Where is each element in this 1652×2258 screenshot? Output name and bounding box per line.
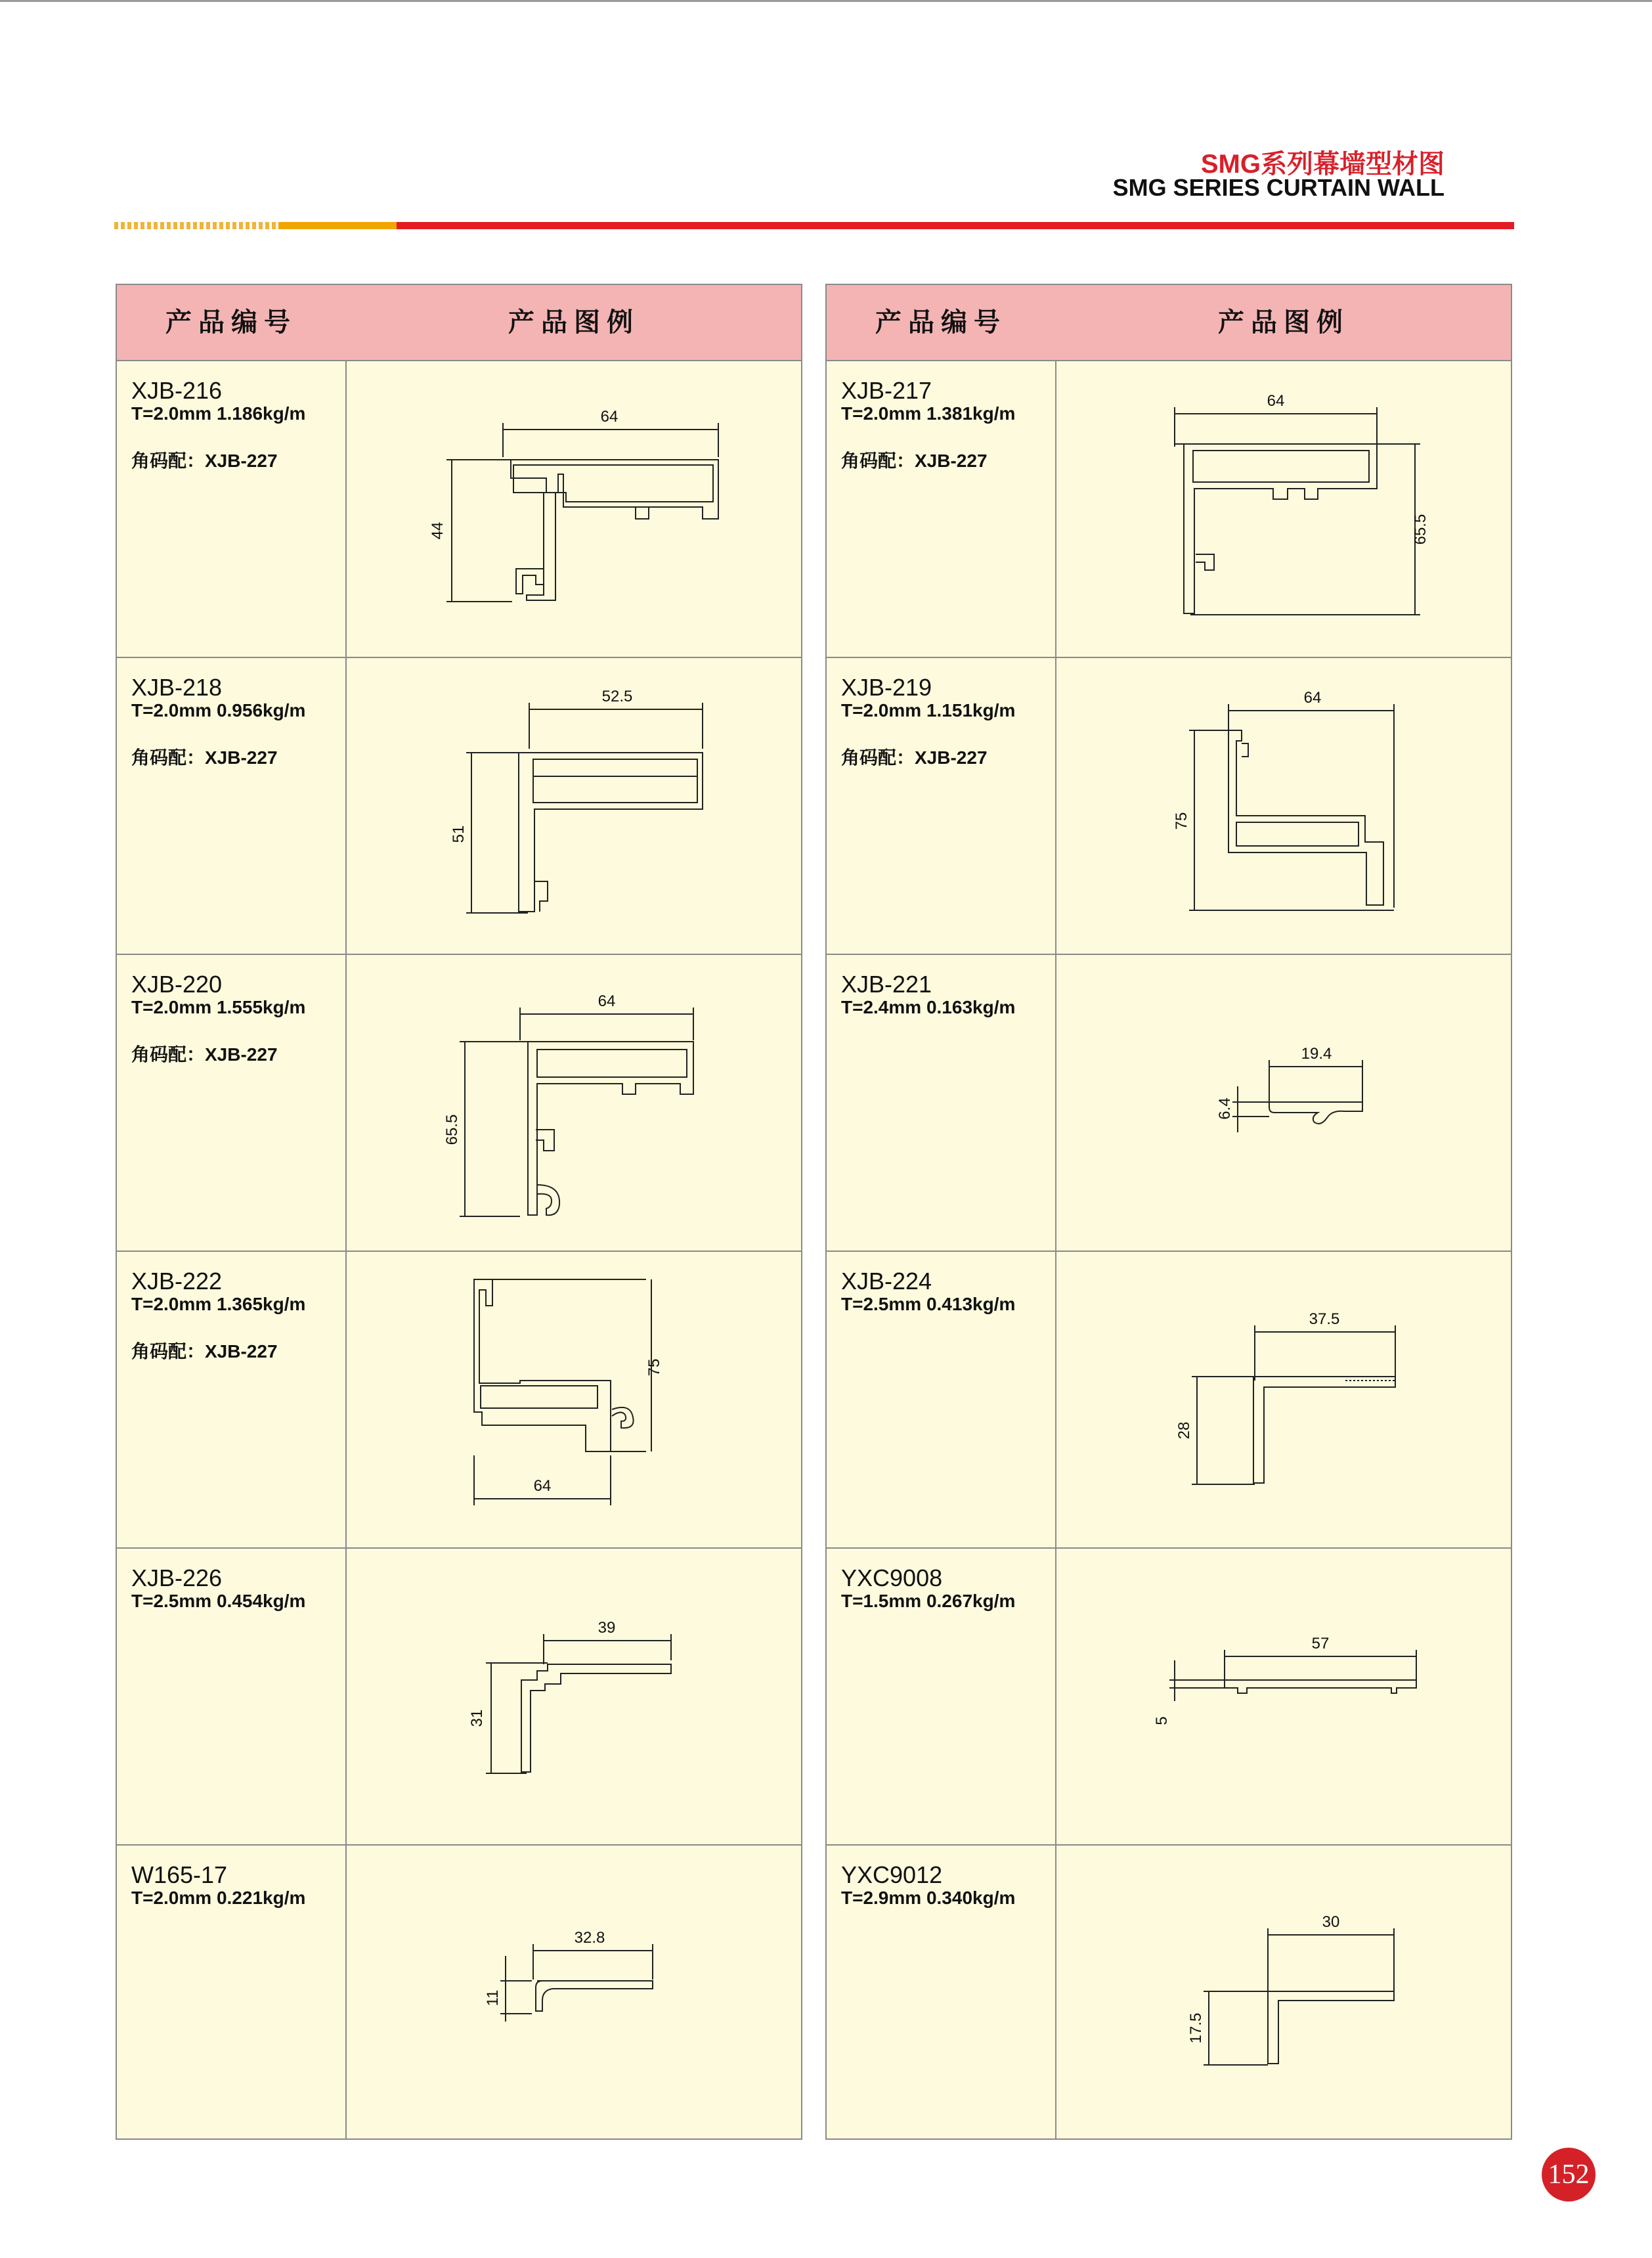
product-spec: T=2.0mm 1.151kg/m: [841, 700, 1016, 720]
dim-height: 75: [1173, 812, 1190, 830]
page-number-badge: 152: [1542, 2148, 1596, 2202]
product-spec: T=2.4mm 0.163kg/m: [841, 997, 1016, 1017]
product-code: XJB-224: [841, 1268, 932, 1295]
product-code: XJB-218: [131, 674, 223, 701]
dim-height: 6.4: [1216, 1097, 1234, 1120]
profile-figure: [1056, 361, 1511, 657]
dim-width: 64: [533, 1477, 552, 1495]
product-code: XJB-220: [131, 971, 223, 998]
product-spec: T=2.5mm 0.454kg/m: [131, 1591, 306, 1611]
dim-width: 64: [1267, 392, 1285, 410]
profile-figure: [347, 955, 801, 1251]
profile-figure: [347, 361, 801, 657]
dim-width: 64: [1303, 689, 1322, 707]
product-code: XJB-226: [131, 1564, 223, 1591]
dim-width: 32.8: [574, 1929, 605, 1947]
product-spec: T=2.9mm 0.340kg/m: [841, 1888, 1016, 1908]
profile-figure: [347, 1549, 801, 1844]
dim-width: 57: [1311, 1635, 1330, 1652]
profile-figure: [1056, 658, 1511, 954]
product-code: XJB-219: [841, 674, 932, 701]
product-row-xjb-221: [827, 955, 1511, 1252]
profile-figure: [1056, 1252, 1511, 1547]
product-code: XJB-221: [841, 971, 932, 998]
dim-height: 17.5: [1187, 2012, 1205, 2044]
profile-figure: [347, 658, 801, 954]
header-product-code: 产品编号: [875, 308, 1007, 337]
dim-height: 5: [1153, 1716, 1171, 1725]
product-spec: T=2.0mm 0.956kg/m: [131, 700, 306, 720]
dim-height: 44: [429, 521, 446, 540]
dim-width: 39: [598, 1619, 616, 1637]
corner-connector: 角码配：XJB-227: [841, 451, 988, 471]
corner-connector: 角码配：XJB-227: [131, 1044, 278, 1065]
profile-figure: [1056, 1549, 1511, 1844]
header-rule-red: [397, 222, 1514, 229]
product-code: YXC9012: [841, 1861, 943, 1888]
header-rule-orange: [278, 222, 397, 229]
corner-connector: 角码配：XJB-227: [131, 747, 278, 768]
dim-width: 19.4: [1301, 1045, 1332, 1063]
product-table-left: [116, 284, 802, 2140]
header-rule-dotted: [114, 222, 278, 229]
product-row-xjb-219: [827, 658, 1511, 955]
dim-height: 65.5: [1412, 514, 1429, 545]
product-code: YXC9008: [841, 1564, 943, 1591]
header-title-cn: SMG系列幕墙型材图: [1200, 150, 1445, 179]
dim-height: 11: [484, 1989, 502, 2006]
product-spec: T=2.0mm 0.221kg/m: [131, 1888, 306, 1908]
product-code: XJB-222: [131, 1268, 223, 1295]
table-header: [827, 285, 1511, 361]
product-row-xjb-217: [827, 361, 1511, 658]
dim-height: 31: [468, 1709, 486, 1727]
dim-width: 52.5: [601, 688, 633, 705]
product-spec: T=2.0mm 1.365kg/m: [131, 1294, 306, 1314]
corner-connector: 角码配：XJB-227: [131, 451, 278, 471]
corner-connector: 角码配：XJB-227: [841, 747, 988, 768]
product-row-xjb-220: [117, 955, 801, 1252]
product-row-xjb-222: [117, 1252, 801, 1549]
product-row-yxc9008: [827, 1549, 1511, 1846]
product-spec: T=1.5mm 0.267kg/m: [841, 1591, 1016, 1611]
product-row-w165-17: [117, 1846, 801, 2142]
table-header: [117, 285, 801, 361]
product-row-yxc9012: [827, 1846, 1511, 2142]
dim-width: 64: [600, 408, 619, 426]
header-title-en: SMG SERIES CURTAIN WALL: [1112, 174, 1445, 201]
product-table-right: [825, 284, 1512, 2140]
dim-height: 65.5: [443, 1114, 461, 1145]
header-product-code: 产品编号: [165, 308, 297, 337]
product-row-xjb-226: [117, 1549, 801, 1846]
product-spec: T=2.0mm 1.381kg/m: [841, 403, 1016, 424]
profile-figure: [347, 1252, 801, 1547]
profile-figure: [1056, 1846, 1511, 2141]
product-spec: T=2.0mm 1.555kg/m: [131, 997, 306, 1017]
header-product-figure: 产品图例: [1218, 308, 1349, 337]
product-row-xjb-224: [827, 1252, 1511, 1549]
corner-connector: 角码配：XJB-227: [131, 1341, 278, 1361]
dim-height: 51: [450, 825, 467, 843]
header-product-figure: 产品图例: [508, 308, 640, 337]
product-row-xjb-218: [117, 658, 801, 955]
product-spec: T=2.0mm 1.186kg/m: [131, 403, 306, 424]
profile-figure: [347, 1846, 801, 2141]
product-code: XJB-216: [131, 377, 223, 404]
dim-width: 37.5: [1309, 1310, 1340, 1328]
profile-figure: [1056, 955, 1511, 1251]
product-code: XJB-217: [841, 377, 932, 404]
dim-width: 64: [598, 992, 616, 1010]
dim-height: 28: [1175, 1421, 1193, 1440]
product-code: W165-17: [131, 1861, 228, 1888]
product-row-xjb-216: [117, 361, 801, 658]
top-rule: [0, 0, 1652, 2]
dim-height: 75: [645, 1358, 663, 1377]
dim-width: 30: [1322, 1913, 1340, 1931]
product-spec: T=2.5mm 0.413kg/m: [841, 1294, 1016, 1314]
